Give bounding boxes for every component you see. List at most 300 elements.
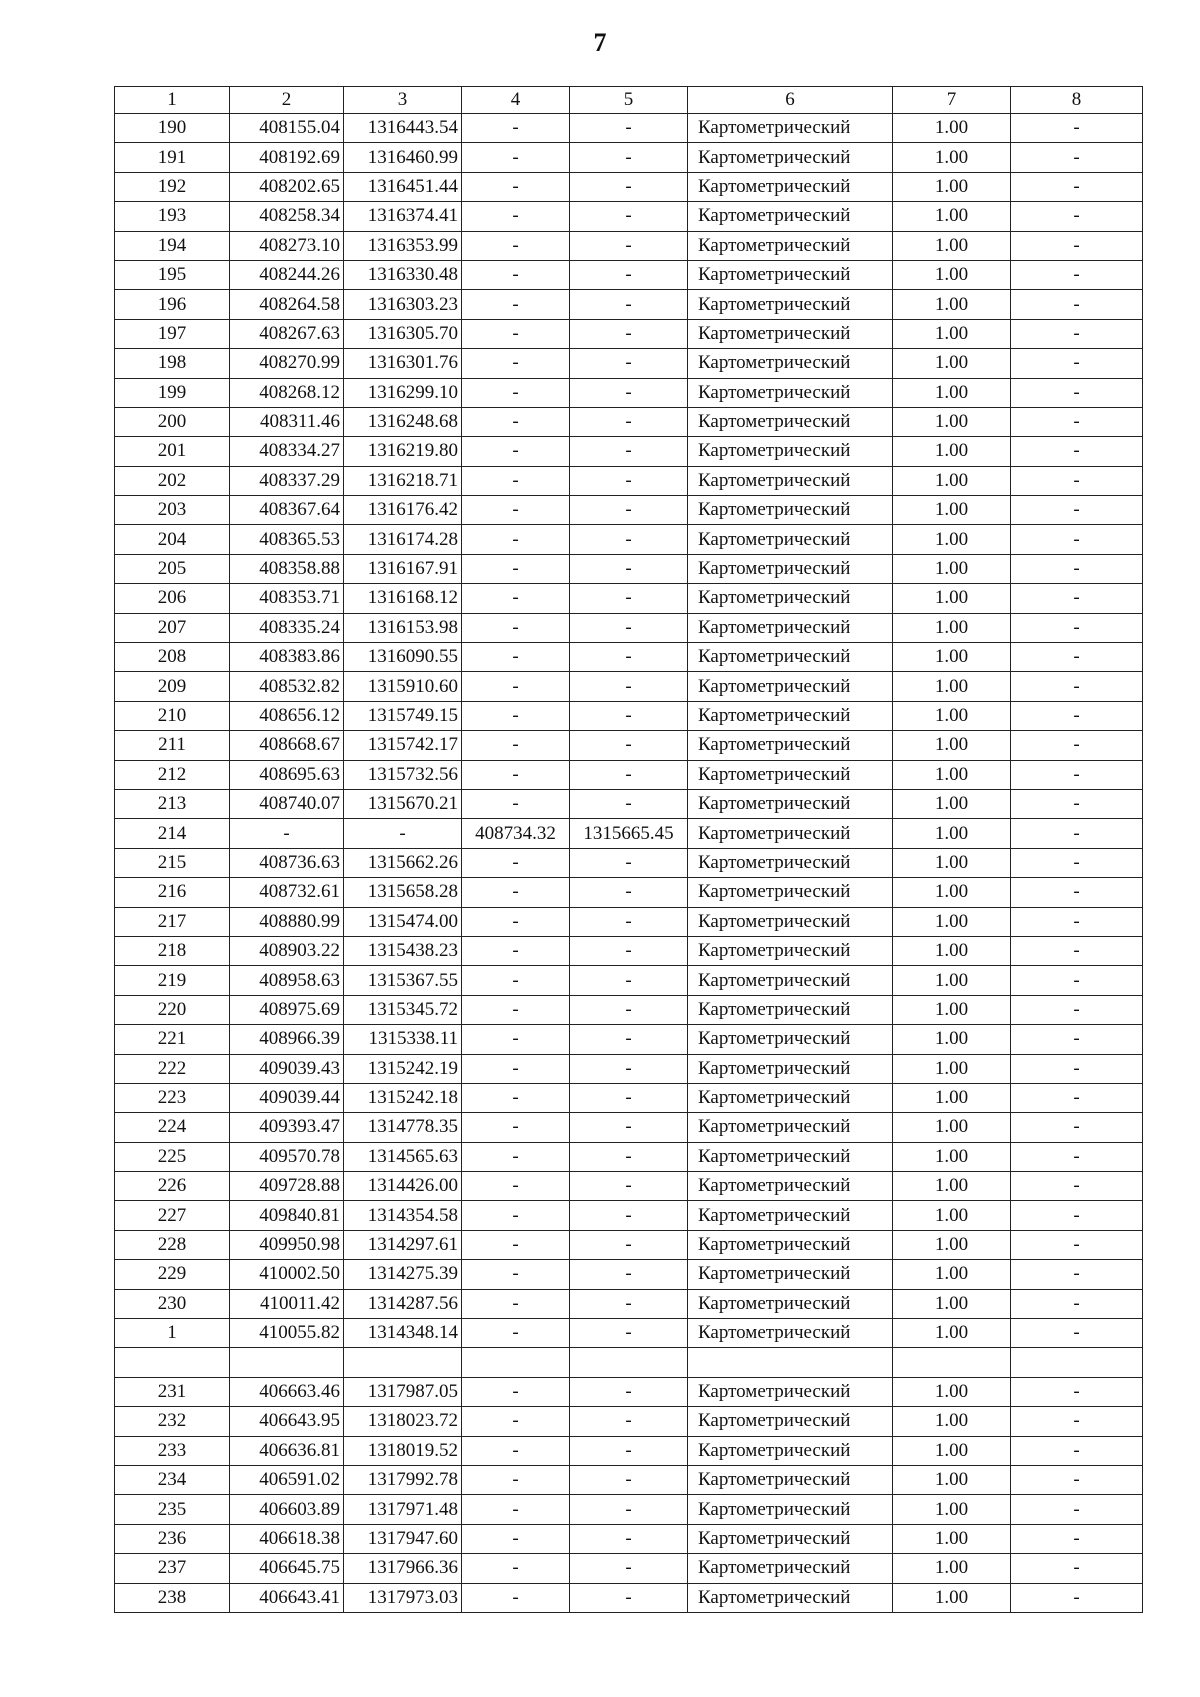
table-row	[115, 378, 1143, 407]
accuracy-cell: 1.00	[893, 1583, 1011, 1612]
y-new-cell: -	[570, 1083, 688, 1112]
x-new-cell: 408734.32	[462, 819, 570, 848]
point-number-cell	[115, 1348, 230, 1377]
table-row	[115, 1230, 1143, 1259]
y-new-cell: -	[570, 1436, 688, 1465]
accuracy-cell: 1.00	[893, 1524, 1011, 1553]
x-coordinate-cell: 409570.78	[230, 1142, 344, 1171]
accuracy-cell: 1.00	[893, 1230, 1011, 1259]
y-new-cell: -	[570, 1319, 688, 1348]
point-number-cell: 228	[115, 1230, 230, 1259]
y-new-cell: 1315665.45	[570, 819, 688, 848]
point-number-cell: 194	[115, 231, 230, 260]
note-cell: -	[1011, 936, 1143, 965]
y-new-cell: -	[570, 1289, 688, 1318]
point-number-cell: 210	[115, 701, 230, 730]
note-cell: -	[1011, 202, 1143, 231]
x-new-cell: -	[462, 966, 570, 995]
x-coordinate-cell: 406643.95	[230, 1407, 344, 1436]
method-cell: Картометрический	[688, 290, 893, 319]
note-cell: -	[1011, 1319, 1143, 1348]
note-cell: -	[1011, 1142, 1143, 1171]
point-number-cell: 232	[115, 1407, 230, 1436]
table-row	[115, 1436, 1143, 1465]
table-row	[115, 848, 1143, 877]
table-row	[115, 1407, 1143, 1436]
accuracy-cell: 1.00	[893, 231, 1011, 260]
y-new-cell: -	[570, 1172, 688, 1201]
point-number-cell: 237	[115, 1554, 230, 1583]
note-cell: -	[1011, 731, 1143, 760]
y-new-cell: -	[570, 466, 688, 495]
note-cell: -	[1011, 760, 1143, 789]
y-new-cell: -	[570, 1524, 688, 1553]
x-coordinate-cell: 410002.50	[230, 1260, 344, 1289]
note-cell: -	[1011, 260, 1143, 289]
x-coordinate-cell: 408267.63	[230, 319, 344, 348]
point-number-cell: 238	[115, 1583, 230, 1612]
y-new-cell: -	[570, 613, 688, 642]
column-header: 2	[230, 87, 344, 114]
x-new-cell: -	[462, 613, 570, 642]
note-cell: -	[1011, 496, 1143, 525]
accuracy-cell: 1.00	[893, 966, 1011, 995]
x-new-cell: -	[462, 1113, 570, 1142]
table-row	[115, 643, 1143, 672]
accuracy-cell: 1.00	[893, 378, 1011, 407]
y-coordinate-cell: 1317987.05	[344, 1377, 462, 1406]
point-number-cell: 199	[115, 378, 230, 407]
point-number-cell: 204	[115, 525, 230, 554]
y-new-cell: -	[570, 966, 688, 995]
x-new-cell: -	[462, 407, 570, 436]
method-cell: Картометрический	[688, 172, 893, 201]
accuracy-cell: 1.00	[893, 878, 1011, 907]
point-number-cell: 195	[115, 260, 230, 289]
y-new-cell: -	[570, 907, 688, 936]
method-cell: Картометрический	[688, 1142, 893, 1171]
y-coordinate-cell: 1316443.54	[344, 114, 462, 143]
point-number-cell: 218	[115, 936, 230, 965]
table-row	[115, 290, 1143, 319]
y-new-cell	[570, 1348, 688, 1377]
note-cell: -	[1011, 1113, 1143, 1142]
x-new-cell: -	[462, 1465, 570, 1494]
point-number-cell: 226	[115, 1172, 230, 1201]
note-cell: -	[1011, 114, 1143, 143]
x-coordinate-cell: 408695.63	[230, 760, 344, 789]
accuracy-cell: 1.00	[893, 114, 1011, 143]
x-coordinate-cell: 409950.98	[230, 1230, 344, 1259]
method-cell: Картометрический	[688, 1260, 893, 1289]
accuracy-cell: 1.00	[893, 1172, 1011, 1201]
x-new-cell: -	[462, 907, 570, 936]
coordinates-table	[114, 86, 1143, 1613]
column-header: 6	[688, 87, 893, 114]
y-new-cell: -	[570, 202, 688, 231]
table-row	[115, 1524, 1143, 1553]
y-new-cell: -	[570, 1201, 688, 1230]
y-new-cell: -	[570, 936, 688, 965]
accuracy-cell: 1.00	[893, 1319, 1011, 1348]
y-coordinate-cell: 1315367.55	[344, 966, 462, 995]
note-cell: -	[1011, 613, 1143, 642]
accuracy-cell: 1.00	[893, 1407, 1011, 1436]
x-new-cell: -	[462, 1583, 570, 1612]
table-row	[115, 1319, 1143, 1348]
x-new-cell: -	[462, 1260, 570, 1289]
y-coordinate-cell: 1317973.03	[344, 1583, 462, 1612]
x-new-cell: -	[462, 290, 570, 319]
accuracy-cell: 1.00	[893, 496, 1011, 525]
table-row	[115, 202, 1143, 231]
method-cell: Картометрический	[688, 525, 893, 554]
x-new-cell: -	[462, 878, 570, 907]
method-cell: Картометрический	[688, 1201, 893, 1230]
x-new-cell: -	[462, 172, 570, 201]
y-coordinate-cell: 1314297.61	[344, 1230, 462, 1259]
method-cell: Картометрический	[688, 1583, 893, 1612]
accuracy-cell: 1.00	[893, 819, 1011, 848]
y-new-cell: -	[570, 701, 688, 730]
note-cell: -	[1011, 701, 1143, 730]
accuracy-cell: 1.00	[893, 1436, 1011, 1465]
y-coordinate-cell: 1316330.48	[344, 260, 462, 289]
note-cell: -	[1011, 848, 1143, 877]
table-row	[115, 789, 1143, 818]
y-coordinate-cell: 1315474.00	[344, 907, 462, 936]
point-number-cell: 207	[115, 613, 230, 642]
column-header: 8	[1011, 87, 1143, 114]
accuracy-cell: 1.00	[893, 1083, 1011, 1112]
accuracy-cell: 1.00	[893, 260, 1011, 289]
accuracy-cell: 1.00	[893, 907, 1011, 936]
method-cell: Картометрический	[688, 584, 893, 613]
y-coordinate-cell: 1316303.23	[344, 290, 462, 319]
y-new-cell: -	[570, 114, 688, 143]
x-coordinate-cell: 408966.39	[230, 1025, 344, 1054]
table-row	[115, 731, 1143, 760]
accuracy-cell: 1.00	[893, 1025, 1011, 1054]
x-coordinate-cell: 410055.82	[230, 1319, 344, 1348]
x-new-cell: -	[462, 672, 570, 701]
table-row	[115, 260, 1143, 289]
x-coordinate-cell: 408880.99	[230, 907, 344, 936]
y-new-cell: -	[570, 1583, 688, 1612]
x-coordinate-cell: 408975.69	[230, 995, 344, 1024]
x-new-cell: -	[462, 936, 570, 965]
table-body	[115, 114, 1143, 1613]
method-cell: Картометрический	[688, 995, 893, 1024]
method-cell: Картометрический	[688, 1524, 893, 1553]
point-number-cell: 201	[115, 437, 230, 466]
column-header: 5	[570, 87, 688, 114]
note-cell: -	[1011, 1407, 1143, 1436]
point-number-cell: 213	[115, 789, 230, 818]
table-row	[115, 466, 1143, 495]
column-header: 7	[893, 87, 1011, 114]
x-coordinate-cell: 406643.41	[230, 1583, 344, 1612]
x-new-cell: -	[462, 1289, 570, 1318]
method-cell: Картометрический	[688, 878, 893, 907]
x-coordinate-cell: 408155.04	[230, 114, 344, 143]
accuracy-cell: 1.00	[893, 936, 1011, 965]
accuracy-cell: 1.00	[893, 995, 1011, 1024]
method-cell: Картометрический	[688, 1495, 893, 1524]
y-coordinate-cell: 1315662.26	[344, 848, 462, 877]
y-new-cell: -	[570, 172, 688, 201]
accuracy-cell: 1.00	[893, 172, 1011, 201]
x-new-cell: -	[462, 760, 570, 789]
method-cell: Картометрический	[688, 466, 893, 495]
y-coordinate-cell: 1316301.76	[344, 349, 462, 378]
y-coordinate-cell: 1316460.99	[344, 143, 462, 172]
accuracy-cell: 1.00	[893, 202, 1011, 231]
method-cell: Картометрический	[688, 437, 893, 466]
y-new-cell: -	[570, 1260, 688, 1289]
method-cell: Картометрический	[688, 378, 893, 407]
point-number-cell: 191	[115, 143, 230, 172]
table-row	[115, 143, 1143, 172]
method-cell: Картометрический	[688, 701, 893, 730]
x-new-cell: -	[462, 437, 570, 466]
y-coordinate-cell: 1316299.10	[344, 378, 462, 407]
y-new-cell: -	[570, 231, 688, 260]
x-coordinate-cell: 408258.34	[230, 202, 344, 231]
x-coordinate-cell: 408311.46	[230, 407, 344, 436]
x-new-cell: -	[462, 1407, 570, 1436]
note-cell: -	[1011, 1025, 1143, 1054]
point-number-cell: 209	[115, 672, 230, 701]
point-number-cell: 211	[115, 731, 230, 760]
y-coordinate-cell: 1317971.48	[344, 1495, 462, 1524]
point-number-cell: 217	[115, 907, 230, 936]
note-cell: -	[1011, 1524, 1143, 1553]
x-new-cell: -	[462, 701, 570, 730]
point-number-cell: 206	[115, 584, 230, 613]
note-cell: -	[1011, 231, 1143, 260]
point-number-cell: 208	[115, 643, 230, 672]
accuracy-cell: 1.00	[893, 407, 1011, 436]
method-cell: Картометрический	[688, 231, 893, 260]
table-row	[115, 995, 1143, 1024]
accuracy-cell: 1.00	[893, 643, 1011, 672]
point-number-cell: 212	[115, 760, 230, 789]
y-new-cell: -	[570, 789, 688, 818]
note-cell: -	[1011, 907, 1143, 936]
y-new-cell: -	[570, 1554, 688, 1583]
point-number-cell: 222	[115, 1054, 230, 1083]
x-new-cell: -	[462, 1083, 570, 1112]
note-cell: -	[1011, 1583, 1143, 1612]
note-cell: -	[1011, 1172, 1143, 1201]
note-cell: -	[1011, 1377, 1143, 1406]
x-coordinate-cell: 408365.53	[230, 525, 344, 554]
y-coordinate-cell: 1316218.71	[344, 466, 462, 495]
method-cell: Картометрический	[688, 1319, 893, 1348]
point-number-cell: 196	[115, 290, 230, 319]
y-coordinate-cell: 1316451.44	[344, 172, 462, 201]
accuracy-cell: 1.00	[893, 1554, 1011, 1583]
point-number-cell: 200	[115, 407, 230, 436]
y-coordinate-cell	[344, 1348, 462, 1377]
x-coordinate-cell: 408202.65	[230, 172, 344, 201]
y-new-cell: -	[570, 1377, 688, 1406]
method-cell: Картометрический	[688, 260, 893, 289]
y-new-cell: -	[570, 260, 688, 289]
x-coordinate-cell: 408273.10	[230, 231, 344, 260]
point-number-cell: 223	[115, 1083, 230, 1112]
x-coordinate-cell: 408668.67	[230, 731, 344, 760]
x-coordinate-cell: 408358.88	[230, 554, 344, 583]
note-cell: -	[1011, 290, 1143, 319]
accuracy-cell: 1.00	[893, 1201, 1011, 1230]
y-new-cell: -	[570, 319, 688, 348]
table-row	[115, 760, 1143, 789]
method-cell: Картометрический	[688, 936, 893, 965]
note-cell: -	[1011, 349, 1143, 378]
y-coordinate-cell: -	[344, 819, 462, 848]
method-cell: Картометрический	[688, 1172, 893, 1201]
column-header: 4	[462, 87, 570, 114]
x-coordinate-cell: 408383.86	[230, 643, 344, 672]
accuracy-cell: 1.00	[893, 1465, 1011, 1494]
page-number: 7	[593, 28, 607, 57]
y-coordinate-cell: 1315670.21	[344, 789, 462, 818]
y-coordinate-cell: 1315749.15	[344, 701, 462, 730]
note-cell: -	[1011, 1495, 1143, 1524]
accuracy-cell: 1.00	[893, 789, 1011, 818]
y-coordinate-cell: 1315742.17	[344, 731, 462, 760]
point-number-cell: 219	[115, 966, 230, 995]
x-coordinate-cell: 408903.22	[230, 936, 344, 965]
x-new-cell: -	[462, 378, 570, 407]
y-coordinate-cell: 1315338.11	[344, 1025, 462, 1054]
y-new-cell: -	[570, 643, 688, 672]
table-row	[115, 1025, 1143, 1054]
table-row	[115, 1260, 1143, 1289]
accuracy-cell: 1.00	[893, 1054, 1011, 1083]
x-new-cell: -	[462, 525, 570, 554]
x-new-cell: -	[462, 1377, 570, 1406]
accuracy-cell: 1.00	[893, 672, 1011, 701]
table-row	[115, 613, 1143, 642]
accuracy-cell: 1.00	[893, 319, 1011, 348]
table-row	[115, 1113, 1143, 1142]
accuracy-cell: 1.00	[893, 1260, 1011, 1289]
note-cell: -	[1011, 1054, 1143, 1083]
y-new-cell: -	[570, 731, 688, 760]
note-cell: -	[1011, 995, 1143, 1024]
y-coordinate-cell: 1314778.35	[344, 1113, 462, 1142]
point-number-cell: 233	[115, 1436, 230, 1465]
method-cell: Картометрический	[688, 966, 893, 995]
method-cell: Картометрический	[688, 613, 893, 642]
point-number-cell: 203	[115, 496, 230, 525]
y-coordinate-cell: 1314348.14	[344, 1319, 462, 1348]
method-cell: Картометрический	[688, 1025, 893, 1054]
method-cell: Картометрический	[688, 1436, 893, 1465]
point-number-cell: 215	[115, 848, 230, 877]
y-coordinate-cell: 1315658.28	[344, 878, 462, 907]
x-coordinate-cell: 408264.58	[230, 290, 344, 319]
y-new-cell: -	[570, 878, 688, 907]
y-new-cell: -	[570, 1407, 688, 1436]
y-coordinate-cell: 1316353.99	[344, 231, 462, 260]
y-new-cell: -	[570, 995, 688, 1024]
x-coordinate-cell: 409728.88	[230, 1172, 344, 1201]
y-new-cell: -	[570, 290, 688, 319]
y-coordinate-cell: 1316374.41	[344, 202, 462, 231]
point-number-cell: 235	[115, 1495, 230, 1524]
table-row	[115, 966, 1143, 995]
x-new-cell: -	[462, 466, 570, 495]
method-cell: Картометрический	[688, 643, 893, 672]
x-new-cell: -	[462, 143, 570, 172]
table-row	[115, 407, 1143, 436]
table-row	[115, 1142, 1143, 1171]
accuracy-cell: 1.00	[893, 437, 1011, 466]
y-coordinate-cell: 1315910.60	[344, 672, 462, 701]
y-coordinate-cell: 1314275.39	[344, 1260, 462, 1289]
accuracy-cell: 1.00	[893, 466, 1011, 495]
note-cell: -	[1011, 584, 1143, 613]
y-new-cell: -	[570, 760, 688, 789]
y-new-cell: -	[570, 1142, 688, 1171]
table-row	[115, 1495, 1143, 1524]
method-cell: Картометрический	[688, 202, 893, 231]
table-row	[115, 1583, 1143, 1612]
y-new-cell: -	[570, 407, 688, 436]
method-cell: Картометрический	[688, 407, 893, 436]
y-coordinate-cell: 1314287.56	[344, 1289, 462, 1318]
accuracy-cell: 1.00	[893, 1113, 1011, 1142]
note-cell: -	[1011, 143, 1143, 172]
accuracy-cell: 1.00	[893, 1377, 1011, 1406]
method-cell: Картометрический	[688, 114, 893, 143]
note-cell: -	[1011, 378, 1143, 407]
accuracy-cell: 1.00	[893, 701, 1011, 730]
point-number-cell: 230	[115, 1289, 230, 1318]
x-new-cell: -	[462, 789, 570, 818]
y-coordinate-cell: 1317947.60	[344, 1524, 462, 1553]
y-coordinate-cell: 1315438.23	[344, 936, 462, 965]
point-number-cell: 225	[115, 1142, 230, 1171]
x-coordinate-cell: 409039.44	[230, 1083, 344, 1112]
note-cell: -	[1011, 672, 1143, 701]
point-number-cell: 205	[115, 554, 230, 583]
accuracy-cell: 1.00	[893, 584, 1011, 613]
y-new-cell: -	[570, 1025, 688, 1054]
y-new-cell: -	[570, 1113, 688, 1142]
x-new-cell: -	[462, 1172, 570, 1201]
table-row	[115, 584, 1143, 613]
method-cell: Картометрический	[688, 819, 893, 848]
y-coordinate-cell: 1316167.91	[344, 554, 462, 583]
x-coordinate-cell: 406618.38	[230, 1524, 344, 1553]
x-new-cell: -	[462, 1554, 570, 1583]
x-coordinate-cell: 408244.26	[230, 260, 344, 289]
y-coordinate-cell: 1318023.72	[344, 1407, 462, 1436]
x-new-cell: -	[462, 848, 570, 877]
table-row	[115, 525, 1143, 554]
table-row	[115, 1289, 1143, 1318]
x-coordinate-cell: 409039.43	[230, 1054, 344, 1083]
accuracy-cell: 1.00	[893, 613, 1011, 642]
note-cell	[1011, 1348, 1143, 1377]
y-coordinate-cell: 1316168.12	[344, 584, 462, 613]
y-coordinate-cell: 1314426.00	[344, 1172, 462, 1201]
